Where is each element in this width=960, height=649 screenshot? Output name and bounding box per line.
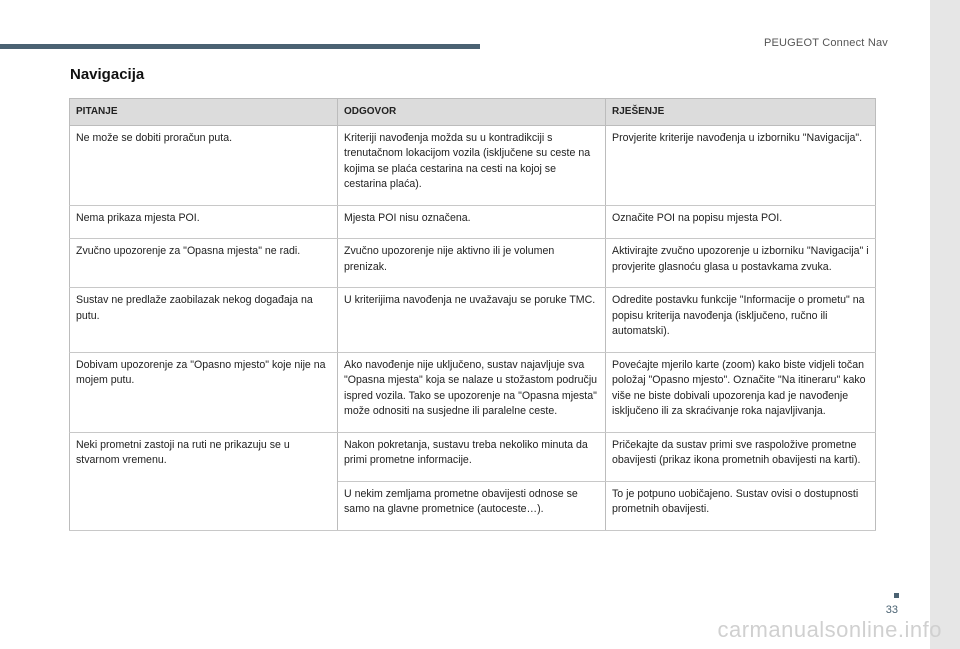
answer-cell: Ako navođenje nije uključeno, sustav najavljuje sva "Opasna mjesta" koja se nalaze u stožastom području ispred vozila. Tako se upozorenje na "Opasna mjesta" može odnositi na susjedne ili paralelne ceste.: [338, 352, 606, 432]
page-number: 33: [885, 604, 898, 616]
solution-cell: To je potpuno uobičajeno. Sustav ovisi o dostupnosti prometnih obavijesti.: [606, 481, 876, 530]
question-cell: Dobivam upozorenje za "Opasno mjesto" koje nije na mojem putu.: [70, 352, 338, 432]
table-row: [70, 125, 876, 205]
page-title: Navigacija: [70, 66, 145, 83]
table-row: [70, 352, 876, 432]
header-rule: [0, 44, 480, 49]
table-row: [70, 239, 876, 288]
solution-cell: Aktivirajte zvučno upozorenje u izborniku "Navigacija" i provjerite glasnoću glasa u postavkama zvuka.: [606, 239, 876, 288]
troubleshooting-table: [69, 98, 876, 531]
table-header-row: [70, 99, 876, 126]
side-strip: [930, 0, 960, 649]
solution-cell: Označite POI na popisu mjesta POI.: [606, 205, 876, 239]
question-cell: Neki prometni zastoji na ruti ne prikazuju se u stvarnom vremenu.: [70, 432, 338, 530]
column-header-answer: ODGOVOR: [338, 99, 606, 126]
page-marker: [894, 593, 899, 598]
answer-cell: Zvučno upozorenje nije aktivno ili je volumen prenizak.: [338, 239, 606, 288]
answer-cell: U nekim zemljama prometne obavijesti odnose se samo na glavne prometnice (autoceste…).: [338, 481, 606, 530]
solution-cell: Provjerite kriterije navođenja u izborniku "Navigacija".: [606, 125, 876, 205]
table-row: [70, 432, 876, 481]
table-row: [70, 288, 876, 353]
column-header-question: PITANJE: [70, 99, 338, 126]
solution-cell: Povećajte mjerilo karte (zoom) kako biste vidjeli točan položaj "Opasno mjesto". Označite "Na itineraru" kako više ne biste dobivali upozorenja kad je navođenje isključeno ili za skraćivanje roka najavljivanja.: [606, 352, 876, 432]
answer-cell: Mjesta POI nisu označena.: [338, 205, 606, 239]
solution-cell: Pričekajte da sustav primi sve raspoložive prometne obavijesti (prikaz ikona prometnih obavijesti na karti).: [606, 432, 876, 481]
header-brand: PEUGEOT Connect Nav: [763, 37, 888, 49]
table-row: [70, 205, 876, 239]
question-cell: Sustav ne predlaže zaobilazak nekog događaja na putu.: [70, 288, 338, 353]
solution-cell: Odredite postavku funkcije "Informacije o prometu" na popisu kriterija navođenja (isključeno, ručno ili automatski).: [606, 288, 876, 353]
answer-cell: Kriteriji navođenja možda su u kontradikciji s trenutačnom lokacijom vozila (isključene su ceste na kojima se plaća cestarina na cesti na kojoj se cestarina plaća).: [338, 125, 606, 205]
question-cell: Zvučno upozorenje za "Opasna mjesta" ne radi.: [70, 239, 338, 288]
answer-cell: U kriterijima navođenja ne uvažavaju se poruke TMC.: [338, 288, 606, 353]
column-header-solution: RJEŠENJE: [606, 99, 876, 126]
question-cell: Nema prikaza mjesta POI.: [70, 205, 338, 239]
question-cell: Ne može se dobiti proračun puta.: [70, 125, 338, 205]
answer-cell: Nakon pokretanja, sustavu treba nekoliko minuta da primi prometne informacije.: [338, 432, 606, 481]
watermark: carmanualsonline.info: [717, 617, 942, 642]
